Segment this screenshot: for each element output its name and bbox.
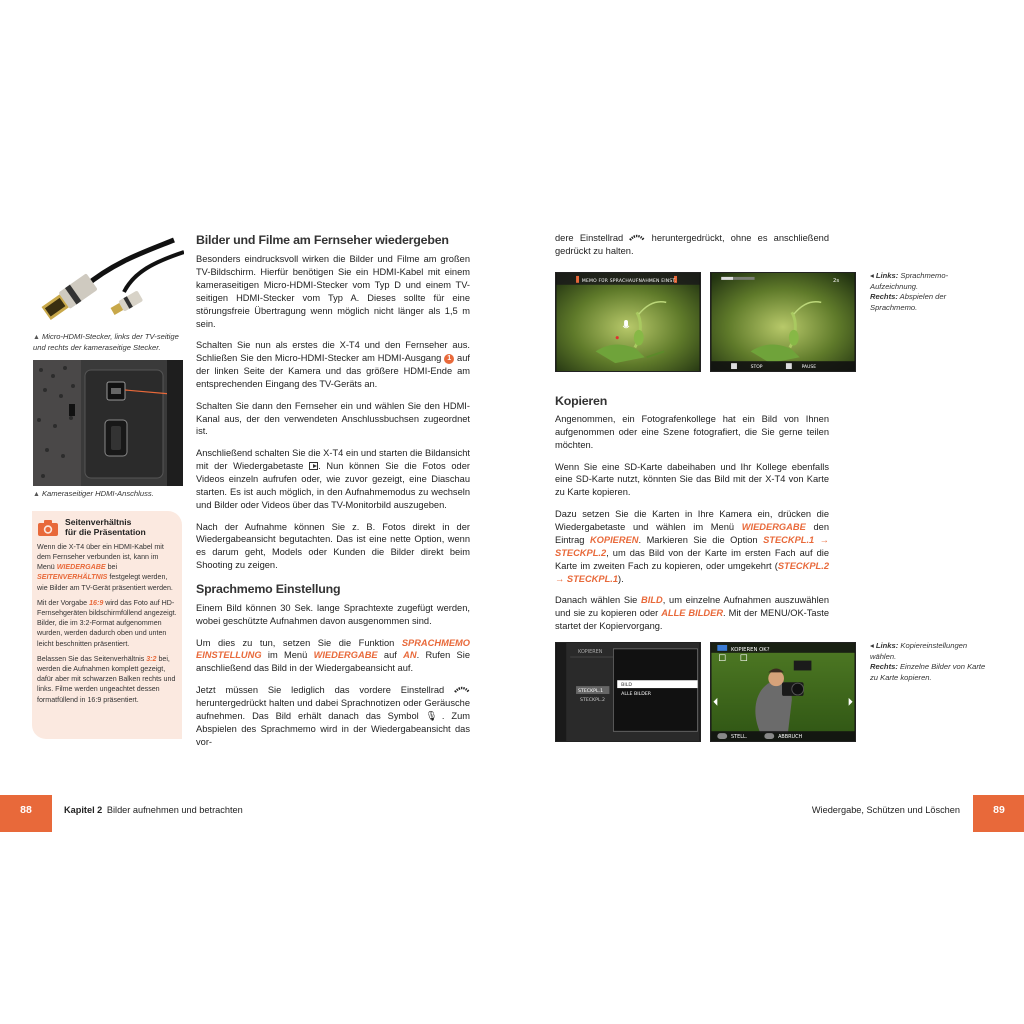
caption-camera: ▲ Kameraseitiger HDMI-Anschluss. bbox=[33, 489, 154, 498]
info-box-paragraph: Belassen Sie das Seitenverhältnis 3:2 bei, werden die Aufnahmen komplett gezeigt, dafür aber mit schwarzen Balken rechts und links. Filme werden ungeachtet dessen formatfüllend in 16:9 präsentiert. bbox=[37, 654, 176, 704]
copy-menu-screen bbox=[555, 642, 701, 742]
svg-text:STECKPL.2: STECKPL.2 bbox=[579, 697, 606, 703]
section-heading: Kopieren bbox=[555, 394, 608, 408]
right-page-body bbox=[555, 413, 829, 642]
info-box-paragraph: Mit der Vorgabe 16:9 wird das Foto auf HD-Fernsehgeräten bildschirmfüllend angezeigt. Bilder, die im 3:2-Format aufgenommen wurden, werden dadurch oben und unten leicht beschnitten präsentiert. bbox=[37, 598, 177, 648]
copy-confirm-screen bbox=[710, 642, 856, 742]
svg-text:KOPIEREN OK?: KOPIEREN OK? bbox=[731, 646, 770, 653]
camera-icon bbox=[37, 519, 59, 537]
paragraph: Anschließend schalten Sie die X-T4 ein und starten die Bildansicht mit der Wiedergabetaste . Nun können Sie die Fotos oder Videos einzeln aufrufen oder, wie zuvor gezeigt, eine Diaschau starten. Es ist auch möglich, in den Aufnahmemodus zu wechseln und Bilder oder Videos über das TV-Monitorbild auszugeben. bbox=[196, 448, 470, 510]
svg-text:PAUSE: PAUSE bbox=[801, 365, 817, 371]
paragraph: Angenommen, ein Fotografenkollege hat ein Bild von Ihnen aufgenommen oder eine Szene fotografiert, die Sie gerne teilen möchten. bbox=[555, 414, 829, 450]
running-footer-left: Kapitel 2 Bilder aufnehmen und betrachten bbox=[64, 805, 243, 815]
info-box-title: Seitenverhältnis für die Präsentation bbox=[65, 517, 146, 538]
voice-memo-playback-screen bbox=[710, 272, 856, 372]
paragraph: Schalten Sie dann den Fernseher ein und wählen Sie den HDMI-Kanal aus, der den verwendeten Anschlussbuchsen zugeordnet ist. bbox=[196, 400, 470, 437]
svg-text:STOP: STOP bbox=[750, 365, 763, 371]
left-page-body bbox=[196, 232, 470, 757]
paragraph: Besonders eindrucksvoll wirken die Bilder und Filme am großen TV-Bildschirm. Hierfür benötigen Sie ein HDMI-Kabel mit einem kameraseitigen Micro-HDMI-Stecker vom Typ D und einem TV-seitigen HDMI-Stecker vom Typ A. Dieses sollte für eine störungsfreie Übertragung wenn möglich nicht länger als 1,5 m sein. bbox=[196, 254, 470, 329]
paragraph: Jetzt müssen Sie lediglich das vordere Einstellrad heruntergedrückt halten und dabei Sprachnotizen oder Geräusche aufnehmen. Das Bild erhält danach das Symbol 🎙. Zum Abspielen des Sprachmemo wird in der Wiedergabeansicht das vor- bbox=[196, 685, 470, 747]
paragraph: Wenn Sie eine SD-Karte dabeihaben und Ihr Kollege ebenfalls eine SD-Karte nutzt, könnten Sie das Bild mit der X-T4 von Karte zu Karte kopieren. bbox=[555, 461, 829, 498]
hdmi-cable-photo bbox=[34, 232, 184, 330]
paragraph: dere Einstellrad heruntergedrückt, ohne es anschließend gedrückt zu halten. bbox=[555, 233, 829, 256]
command-dial-icon bbox=[454, 686, 470, 693]
caption-copy: ◂ Links: Kopiereinstellungen wählen. Rechts: Einzelne Bilder von Karte zu Karte kopieren. bbox=[870, 641, 986, 682]
command-dial-icon bbox=[629, 234, 645, 241]
paragraph: Schalten Sie nun als erstes die X-T4 und den Fernseher aus. Schließen Sie den Micro-HDMI-Stecker am HDMI-Ausgang 1 auf der linken Seite der Kamera und das größere HDMI-Ende am entsprechenden Eingang des TV-Geräts an. bbox=[196, 340, 470, 389]
svg-text:ALLE BILDER: ALLE BILDER bbox=[621, 691, 652, 697]
info-box-header bbox=[37, 517, 177, 538]
playback-button-icon bbox=[309, 462, 318, 470]
running-footer-right: Wiedergabe, Schützen und Löschen bbox=[811, 805, 960, 815]
paragraph: Danach wählen Sie BILD, um einzelne Aufnahmen auszuwählen und sie zu kopieren oder ALLE BILDER. Mit der MENU/OK-Taste startet der Kopiervorgang. bbox=[555, 595, 829, 632]
page-number-left: 88 bbox=[0, 795, 52, 832]
section-heading: Bilder und Filme am Fernseher wiedergeben bbox=[196, 233, 449, 247]
svg-text:MEMO FÜR SPRACHAUFNAHMEN EINST: MEMO FÜR SPRACHAUFNAHMEN EINST. bbox=[581, 278, 677, 284]
microphone-icon: 🎙 bbox=[425, 710, 442, 721]
caption-cable: ▲ Micro-HDMI-Stecker, links der TV-seitige und rechts der kameraseitige Stecker. bbox=[33, 332, 179, 352]
paragraph: Dazu setzen Sie die Karten in Ihre Kamera ein, drücken die Wiedergabetaste und wählen im Menü WIEDERGABE den Eintrag KOPIEREN. Markieren Sie die Option STECKPL.1 → STECKPL.2, um das Bild von der Karte im ersten Fach auf die Karte im zweiten Fach zu kopieren, oder umgekehrt (STECKPL.2 → STECKPL.1). bbox=[555, 509, 829, 584]
voice-memo-record-screen bbox=[555, 272, 701, 372]
caption-voice-memo: ◂ Links: Sprachmemo-Aufzeichnung. Rechts: Abspielen der Sprachmemo. bbox=[870, 271, 949, 312]
paragraph: Um dies zu tun, setzen Sie die Funktion SPRACHMEMO EINSTELLUNG im Menü WIEDERGABE auf AN. Rufen Sie anschließend das Bild in der Wiedergabeansicht auf. bbox=[196, 637, 470, 674]
right-page-body-top bbox=[555, 232, 829, 267]
callout-number-badge: 1 bbox=[444, 354, 454, 364]
svg-text:STECKPL.1: STECKPL.1 bbox=[578, 689, 604, 694]
section-heading: Sprachmemo Einstellung bbox=[196, 581, 341, 596]
camera-hdmi-port-photo bbox=[33, 360, 183, 486]
svg-text:2s: 2s bbox=[832, 277, 840, 284]
paragraph: Einem Bild können 30 Sek. lange Sprachtexte zugefügt werden, wobei geschützte Aufnahmen davon ausgenommen sind. bbox=[196, 602, 470, 626]
info-box-paragraph: Wenn die X-T4 über ein HDMI-Kabel mit dem Fernseher verbunden ist, kann im Menü WIEDERGABE bei SEITENVERHÄLTNIS festgelegt werden, wie Bilder am TV-Gerät präsentiert werden. bbox=[37, 542, 173, 592]
svg-text:BILD: BILD bbox=[621, 683, 632, 689]
page-number-right: 89 bbox=[973, 795, 1024, 832]
info-box-aspect-ratio bbox=[32, 511, 182, 739]
svg-text:STELL.: STELL. bbox=[731, 734, 748, 741]
svg-text:KOPIEREN: KOPIEREN bbox=[578, 648, 603, 655]
paragraph: Nach der Aufnahme können Sie z. B. Fotos direkt in der Wiedergabeansicht begutachten. Das ist eine nette Option, wenn es darum geht, Models oder Kunden die Bilder direkt beim Shooting zu zeigen. bbox=[196, 521, 470, 571]
svg-text:ABBRUCH: ABBRUCH bbox=[778, 734, 803, 741]
